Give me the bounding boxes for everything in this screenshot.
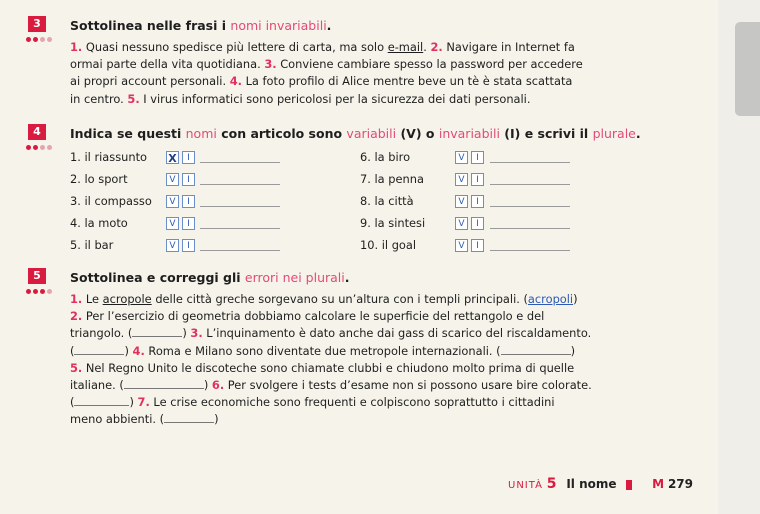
ex4-item-5-v-checkbox[interactable]: V bbox=[166, 239, 179, 252]
ex4-item-7-i-checkbox[interactable]: I bbox=[471, 173, 484, 186]
exercise-4-number: 4 bbox=[28, 124, 46, 140]
ex4-item-9-answer-line[interactable] bbox=[490, 228, 570, 229]
ex4-item-9: 9. la sintesi bbox=[360, 216, 426, 230]
ex5-blank-6[interactable] bbox=[74, 395, 129, 406]
difficulty-dots-5 bbox=[26, 289, 52, 294]
ex4-item-9-i-checkbox[interactable]: I bbox=[471, 217, 484, 230]
ex4-item-2-v-checkbox[interactable]: V bbox=[166, 173, 179, 186]
ex4-item-8-v-checkbox[interactable]: V bbox=[455, 195, 468, 208]
exercise-5-title: Sottolinea e correggi gli errori nei plurali. bbox=[70, 270, 350, 285]
ex4-item-7-v-checkbox[interactable]: V bbox=[455, 173, 468, 186]
ex4-item-6: 6. la biro bbox=[360, 150, 411, 164]
ex5-answer-1[interactable]: acropoli bbox=[527, 292, 574, 306]
ex4-item-7-answer-line[interactable] bbox=[490, 184, 570, 185]
ex4-item-1-i-checkbox[interactable]: I bbox=[182, 151, 195, 164]
ex4-item-2-i-checkbox[interactable]: I bbox=[182, 173, 195, 186]
ex4-item-6-answer-line[interactable] bbox=[490, 162, 570, 163]
ex4-item-10-v-checkbox[interactable]: V bbox=[455, 239, 468, 252]
ex4-item-5: 5. il bar bbox=[70, 238, 114, 252]
ex5-blank-4[interactable] bbox=[501, 344, 571, 355]
exercise-3-title: Sottolinea nelle frasi i nomi invariabili. bbox=[70, 18, 332, 33]
ex4-item-3: 3. il compasso bbox=[70, 194, 152, 208]
page-footer: UNITÀ 5 Il nome M 279 bbox=[508, 476, 694, 492]
ex4-item-4-i-checkbox[interactable]: I bbox=[182, 217, 195, 230]
ex4-item-1: 1. il riassunto bbox=[70, 150, 148, 164]
ex5-blank-7[interactable] bbox=[164, 412, 214, 423]
ex4-item-5-i-checkbox[interactable]: I bbox=[182, 239, 195, 252]
exercise-5-number: 5 bbox=[28, 268, 46, 284]
difficulty-dots-3 bbox=[26, 37, 52, 42]
ex4-item-10-i-checkbox[interactable]: I bbox=[471, 239, 484, 252]
ex4-item-3-answer-line[interactable] bbox=[200, 206, 280, 207]
ex4-item-2-answer-line[interactable] bbox=[200, 184, 280, 185]
exercise-3-text: 1. Quasi nessuno spedisce più lettere di carta, ma solo e-mail. 2. Navigare in Internet fa ormai parte della vita quotidiana. 3. Conviene cambiare spesso la password per accedere ai propri account personali. 4. La foto profilo di Alice mentre beve un tè è stata scattata in centro. 5. I virus informatici sono pericolosi per la sicurezza dei dati personali. bbox=[70, 40, 583, 106]
ex4-item-4-answer-line[interactable] bbox=[200, 228, 280, 229]
ex4-item-1-answer-line[interactable] bbox=[200, 162, 280, 163]
ex5-blank-2[interactable] bbox=[132, 326, 182, 337]
exercise-5-text: 1. Le acropole delle città greche sorgevano su un’altura con i templi principali. (acropoli) 2. Per l’esercizio di geometria dobbiamo calcolare le superficie del rettangolo e del triangolo. ( ) 3. L’inquinamento è dato anche dai gass di scarico del riscaldamento. ( ) 4. Roma e Milano sono diventate due metropole internazionali. ( ) 5. Nel Regno Unito le discoteche sono chiamate clubbi e chiudono molto prima di quelle italiane. ( ) 6. Per svolgere i tests d’esame non si possono usare bire colorate. ( ) 7. Le crise economiche sono frequenti e colpiscono soprattutto i cittadini meno abbienti. ( ) bbox=[70, 292, 592, 427]
ex4-item-8-answer-line[interactable] bbox=[490, 206, 570, 207]
ex5-blank-5[interactable] bbox=[124, 378, 204, 389]
ex4-item-3-i-checkbox[interactable]: I bbox=[182, 195, 195, 208]
ex4-item-10-answer-line[interactable] bbox=[490, 250, 570, 251]
ex4-item-5-answer-line[interactable] bbox=[200, 250, 280, 251]
ex4-item-7: 7. la penna bbox=[360, 172, 424, 186]
difficulty-dots-4 bbox=[26, 145, 52, 150]
ex4-item-8: 8. la città bbox=[360, 194, 414, 208]
exercise-3-number: 3 bbox=[28, 16, 46, 32]
ex4-item-6-i-checkbox[interactable]: I bbox=[471, 151, 484, 164]
ex4-item-2: 2. lo sport bbox=[70, 172, 128, 186]
ex4-item-4-v-checkbox[interactable]: V bbox=[166, 217, 179, 230]
ex4-item-8-i-checkbox[interactable]: I bbox=[471, 195, 484, 208]
ex4-item-10: 10. il goal bbox=[360, 238, 417, 252]
page-tab[interactable] bbox=[735, 22, 760, 116]
ex5-blank-3[interactable] bbox=[74, 344, 124, 355]
ex4-item-6-v-checkbox[interactable]: V bbox=[455, 151, 468, 164]
ex4-item-9-v-checkbox[interactable]: V bbox=[455, 217, 468, 230]
ex4-item-3-v-checkbox[interactable]: V bbox=[166, 195, 179, 208]
exercise-4-title: Indica se questi nomi con articolo sono variabili (V) o invariabili (I) e scrivi il plurale. bbox=[70, 126, 641, 141]
ex4-item-4: 4. la moto bbox=[70, 216, 128, 230]
bookmark-icon bbox=[626, 480, 632, 490]
ex4-item-1-v-checkbox[interactable]: X bbox=[166, 151, 179, 164]
